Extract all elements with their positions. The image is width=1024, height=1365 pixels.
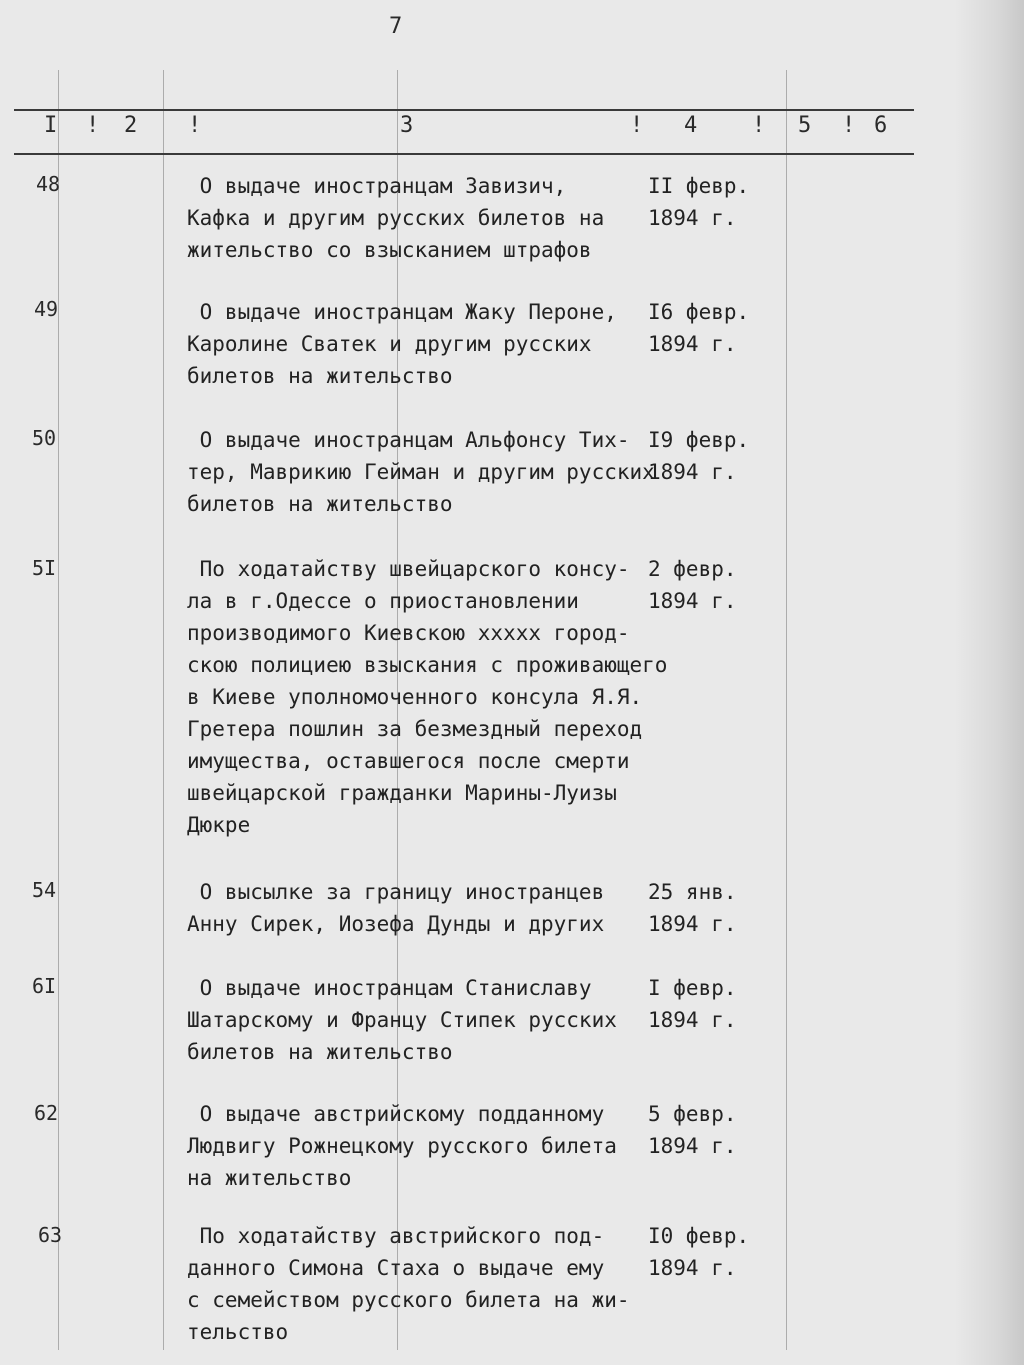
entry-number: 49 [34, 297, 59, 321]
entry-text: О выдаче иностранцам Жаку Пероне, Каролине Сватек и другим русских билетов на жительство [187, 300, 617, 388]
page-number: 7 [389, 14, 403, 39]
entry-date: 2 февр. 1894 г. [648, 557, 737, 613]
entry-date: I0 февр. 1894 г. [648, 1224, 750, 1280]
entry-text: По ходатайству швейцарского консу- ла в г.Одессе о приостановлении производимого Киевскою xxxxx город- скою полициею взыскания с проживающего в Киеве уполномоченного консула Я.Я. Гретера пошлин за безмездный переход имущества, оставшегося после смерти швейцарской гражданки Марины-Луизы Дюкре [187, 557, 668, 837]
entry-number: 54 [32, 878, 57, 902]
header-col-3: 3 [400, 113, 414, 138]
header-separator: ! [630, 113, 644, 138]
column-guide-line [58, 70, 59, 1350]
entry-date: 5 февр. 1894 г. [648, 1102, 737, 1158]
header-col-1: I [44, 113, 58, 138]
entry-text: О выдаче иностранцам Завизич, Кафка и другим русских билетов на жительство со взысканием штрафов [187, 174, 605, 262]
header-col-2: 2 [124, 113, 138, 138]
entry-text: О высылке за границу иностранцев Анну Сирек, Иозефа Дунды и других [187, 880, 605, 936]
entry-number: 63 [38, 1223, 63, 1247]
header-col-5: 5 [798, 113, 812, 138]
entry-date: 25 янв. 1894 г. [648, 880, 737, 936]
entry-date: I6 февр. 1894 г. [648, 300, 750, 356]
entry-text: О выдаче иностранцам Альфонсу Тих- тер, Маврикию Гейман и другим русских билетов на жительство [187, 428, 655, 516]
column-guide-line [163, 70, 164, 1350]
header-top-rule [14, 109, 914, 111]
header-col-4: 4 [684, 113, 698, 138]
header-separator: ! [752, 113, 766, 138]
entry-date: I февр. 1894 г. [648, 976, 737, 1032]
header-col-6: 6 [874, 113, 888, 138]
entry-text: О выдаче австрийскому подданному Людвигу Рожнецкому русского билета на жительство [187, 1102, 617, 1190]
page-edge-shadow [954, 0, 1024, 1365]
header-bottom-rule [14, 153, 914, 155]
entry-date: II февр. 1894 г. [648, 174, 750, 230]
entry-text: О выдаче иностранцам Станиславу Шатарскому и Францу Стипек русских билетов на жительство [187, 976, 617, 1064]
header-separator: ! [86, 113, 100, 138]
entry-text: По ходатайству австрийского под- данного Симона Стаха о выдаче ему с семейством русского билета на жи- тельство [187, 1224, 630, 1344]
entry-number: 62 [34, 1101, 59, 1125]
header-separator: ! [842, 113, 856, 138]
entry-number: 5I [32, 556, 57, 580]
entry-date: I9 февр. 1894 г. [648, 428, 750, 484]
entry-number: 50 [32, 426, 57, 450]
entry-number: 48 [36, 172, 61, 196]
header-separator: ! [188, 113, 202, 138]
entry-number: 6I [32, 974, 57, 998]
